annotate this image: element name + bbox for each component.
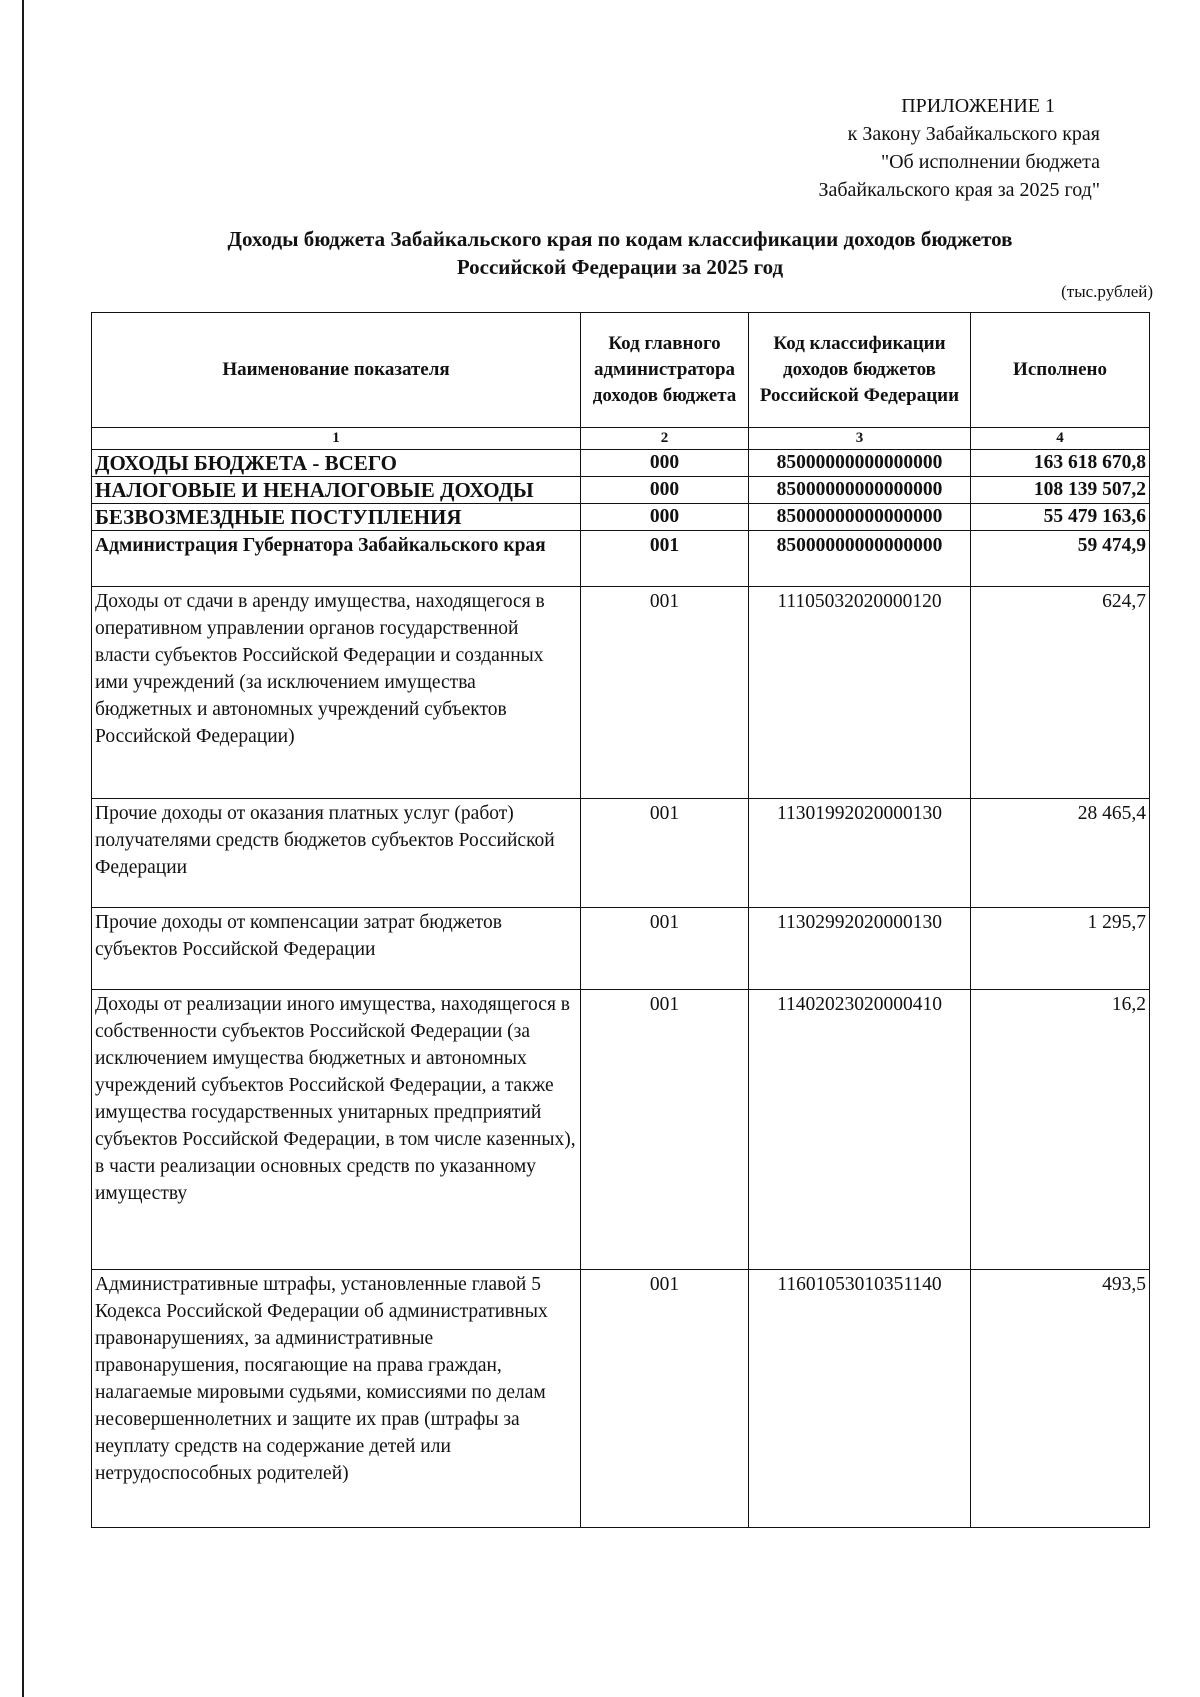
table-row: [92, 908, 1150, 990]
row-class-code: 85000000000000000: [749, 504, 971, 531]
income-table: [91, 312, 1150, 1528]
row-executed: 59 474,9: [971, 531, 1150, 587]
table-row: [92, 1270, 1150, 1528]
row-admin-code: 000: [581, 477, 749, 504]
document-title-line-2: Российской Федерации за 2025 год: [456, 255, 784, 279]
row-admin-code: 001: [581, 990, 749, 1270]
row-name: БЕЗВОЗМЕЗДНЫЕ ПОСТУПЛЕНИЯ: [92, 504, 581, 531]
column-number-row: [92, 428, 1150, 450]
row-name: ДОХОДЫ БЮДЖЕТА - ВСЕГО: [92, 450, 581, 477]
table-row-gratuitous-receipts: [92, 504, 1150, 531]
row-executed: 163 618 670,8: [971, 450, 1150, 477]
row-class-code: 85000000000000000: [749, 531, 971, 587]
table-row: [92, 587, 1150, 799]
table-row: [92, 990, 1150, 1270]
units-label: (тыс.рублей): [1061, 282, 1153, 301]
row-admin-code: 001: [581, 1270, 749, 1528]
row-name: Прочие доходы от компенсации затрат бюджетов субъектов Российской Федерации: [92, 908, 581, 990]
row-name: Администрация Губернатора Забайкальского края: [92, 531, 581, 587]
row-admin-code: 001: [581, 908, 749, 990]
table-row-tax-nontax-income: [92, 477, 1150, 504]
row-name: Административные штрафы, установленные главой 5 Кодекса Российской Федерации об административных правонарушениях, за административные правонарушения, посягающие на права граждан, налагаемые мировыми судьями, комиссиями по делам несовершеннолетних и защите их прав (штрафы за неуплату средств на содержание детей или нетрудоспособных родителей): [92, 1270, 581, 1528]
annex-header: [600, 92, 1100, 204]
row-class-code: 11105032020000120: [749, 587, 971, 799]
row-name: Доходы от сдачи в аренду имущества, находящегося в оперативном управлении органов государственной власти субъектов Российской Федерации и созданных ими учреждений (за исключением имущества бюджетных и автономных учреждений субъектов Российской Федерации): [92, 587, 581, 799]
annex-title: ПРИЛОЖЕНИЕ 1: [901, 95, 1055, 117]
annex-line-1: к Закону Забайкальского края: [847, 123, 1100, 145]
row-executed: 16,2: [971, 990, 1150, 1270]
row-executed: 624,7: [971, 587, 1150, 799]
annex-line-2: "Об исполнении бюджета: [880, 151, 1100, 173]
document-title-line-1: Доходы бюджета Забайкальского края по кодам классификации доходов бюджетов: [227, 227, 1013, 251]
header-admin-code: Код главного администратора доходов бюджета: [581, 313, 749, 428]
column-number: 1: [92, 428, 581, 450]
row-executed: 108 139 507,2: [971, 477, 1150, 504]
header-name: Наименование показателя: [92, 313, 581, 428]
row-admin-code: 000: [581, 450, 749, 477]
annex-line-3: Забайкальского края за 2025 год": [818, 179, 1100, 201]
row-class-code: 11601053010351140: [749, 1270, 971, 1528]
row-class-code: 11302992020000130: [749, 908, 971, 990]
row-admin-code: 001: [581, 531, 749, 587]
column-number: 4: [971, 428, 1150, 450]
row-executed: 28 465,4: [971, 799, 1150, 908]
row-executed: 493,5: [971, 1270, 1150, 1528]
scan-page-edge: [22, 0, 24, 1697]
row-class-code: 11402023020000410: [749, 990, 971, 1270]
header-executed: Исполнено: [971, 313, 1150, 428]
column-number: 3: [749, 428, 971, 450]
row-name: Прочие доходы от оказания платных услуг (работ) получателями средств бюджетов субъектов Российской Федерации: [92, 799, 581, 908]
table-row: [92, 799, 1150, 908]
table-row-administrator: [92, 531, 1150, 587]
row-class-code: 85000000000000000: [749, 477, 971, 504]
row-name: Доходы от реализации иного имущества, находящегося в собственности субъектов Российской Федерации (за исключением имущества бюджетных и автономных учреждений субъектов Российской Федерации, а также имущества государственных унитарных предприятий субъектов Российской Федерации, в том числе казенных), в части реализации основных средств по указанному имуществу: [92, 990, 581, 1270]
row-admin-code: 000: [581, 504, 749, 531]
row-admin-code: 001: [581, 587, 749, 799]
row-name: НАЛОГОВЫЕ И НЕНАЛОГОВЫЕ ДОХОДЫ: [92, 477, 581, 504]
table-row-total-income: [92, 450, 1150, 477]
row-class-code: 85000000000000000: [749, 450, 971, 477]
document-title: [90, 225, 1150, 281]
row-admin-code: 001: [581, 799, 749, 908]
table-header-row: [92, 313, 1150, 428]
row-executed: 55 479 163,6: [971, 504, 1150, 531]
column-number: 2: [581, 428, 749, 450]
row-executed: 1 295,7: [971, 908, 1150, 990]
header-class-code: Код классификации доходов бюджетов Российской Федерации: [749, 313, 971, 428]
row-class-code: 11301992020000130: [749, 799, 971, 908]
